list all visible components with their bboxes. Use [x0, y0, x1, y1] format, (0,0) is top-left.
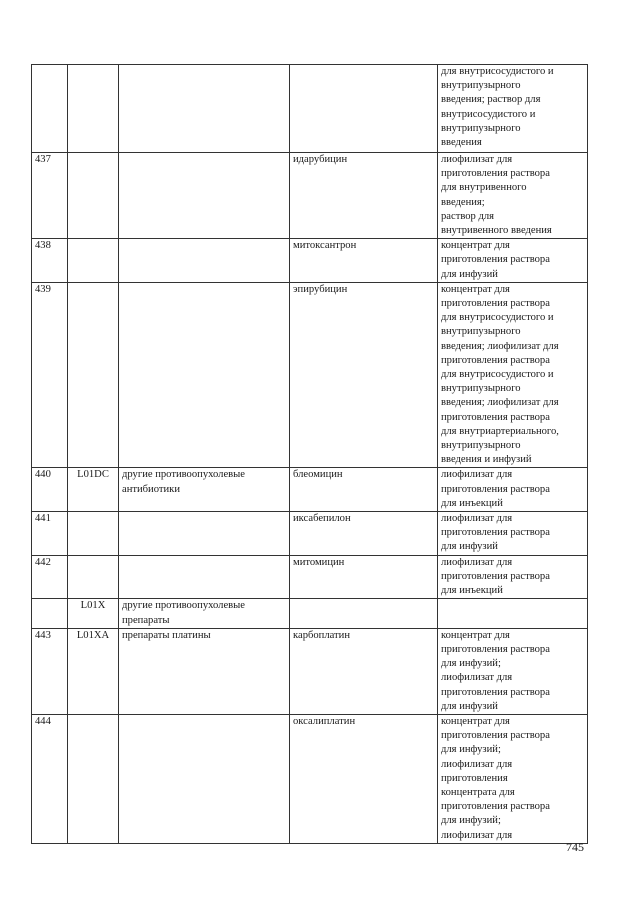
- drug-name-cell: карбоплатин: [290, 628, 438, 714]
- drug-list-table: [31, 64, 588, 844]
- drug-name-cell: [290, 599, 438, 628]
- drug-name-cell: иксабепилон: [290, 512, 438, 556]
- row-number-cell: 443: [32, 628, 68, 714]
- group-name-cell: [119, 512, 290, 556]
- group-name-cell: [119, 153, 290, 239]
- group-name-cell: [119, 239, 290, 283]
- table-row: [32, 512, 588, 556]
- table-row: [32, 599, 588, 628]
- row-number-cell: 437: [32, 153, 68, 239]
- dosage-form-cell: концентрат для приготовления раствора для инфузий; лиофилизат для приготовления раствора для инфузий: [438, 628, 588, 714]
- dosage-form-cell: концентрат для приготовления раствора для инфузий: [438, 239, 588, 283]
- table-row: [32, 555, 588, 599]
- table-row: [32, 628, 588, 714]
- row-number-cell: 444: [32, 714, 68, 843]
- group-name-cell: [119, 555, 290, 599]
- dosage-form-cell: лиофилизат для приготовления раствора для инфузий: [438, 512, 588, 556]
- row-number-cell: 441: [32, 512, 68, 556]
- table-row: [32, 468, 588, 512]
- drug-name-cell: блеомицин: [290, 468, 438, 512]
- atc-code-cell: L01X: [68, 599, 119, 628]
- table-row: [32, 714, 588, 843]
- drug-name-cell: митоксантрон: [290, 239, 438, 283]
- group-name-cell: другие противоопухолевые антибиотики: [119, 468, 290, 512]
- group-name-cell: [119, 714, 290, 843]
- atc-code-cell: [68, 512, 119, 556]
- group-name-cell: [119, 282, 290, 468]
- row-number-cell: [32, 599, 68, 628]
- table-row: [32, 282, 588, 468]
- dosage-form-cell: [438, 599, 588, 628]
- dosage-form-cell: лиофилизат для приготовления раствора для инъекций: [438, 468, 588, 512]
- drug-name-cell: [290, 65, 438, 153]
- dosage-form-cell: концентрат для приготовления раствора для внутрисосудистого и внутрипузырного введения; лиофилизат для приготовления раствора для внутрисосудистого и внутрипузырного введения; лиофилизат для приготовления раствора для внутриартериального, внутрипузырного введения и инфузий: [438, 282, 588, 468]
- row-number-cell: 442: [32, 555, 68, 599]
- atc-code-cell: [68, 153, 119, 239]
- dosage-form-cell: для внутрисосудистого и внутрипузырного введения; раствор для внутрисосудистого и внутрипузырного введения: [438, 65, 588, 153]
- dosage-form-cell: лиофилизат для приготовления раствора для внутривенного введения; раствор для внутривенного введения: [438, 153, 588, 239]
- table-row: [32, 65, 588, 153]
- row-number-cell: 438: [32, 239, 68, 283]
- table-body: [32, 65, 588, 844]
- drug-name-cell: оксалиплатин: [290, 714, 438, 843]
- atc-code-cell: L01XA: [68, 628, 119, 714]
- group-name-cell: другие противоопухолевые препараты: [119, 599, 290, 628]
- dosage-form-cell: концентрат для приготовления раствора для инфузий; лиофилизат для приготовления концентрата для приготовления раствора для инфузий; лиофилизат для: [438, 714, 588, 843]
- atc-code-cell: [68, 714, 119, 843]
- atc-code-cell: L01DC: [68, 468, 119, 512]
- atc-code-cell: [68, 555, 119, 599]
- row-number-cell: 439: [32, 282, 68, 468]
- table-row: [32, 239, 588, 283]
- drug-name-cell: идарубицин: [290, 153, 438, 239]
- atc-code-cell: [68, 239, 119, 283]
- table-row: [32, 153, 588, 239]
- atc-code-cell: [68, 282, 119, 468]
- atc-code-cell: [68, 65, 119, 153]
- dosage-form-cell: лиофилизат для приготовления раствора для инъекций: [438, 555, 588, 599]
- row-number-cell: 440: [32, 468, 68, 512]
- page-number: 745: [566, 840, 584, 854]
- row-number-cell: [32, 65, 68, 153]
- drug-name-cell: эпирубицин: [290, 282, 438, 468]
- group-name-cell: [119, 65, 290, 153]
- group-name-cell: препараты платины: [119, 628, 290, 714]
- drug-name-cell: митомицин: [290, 555, 438, 599]
